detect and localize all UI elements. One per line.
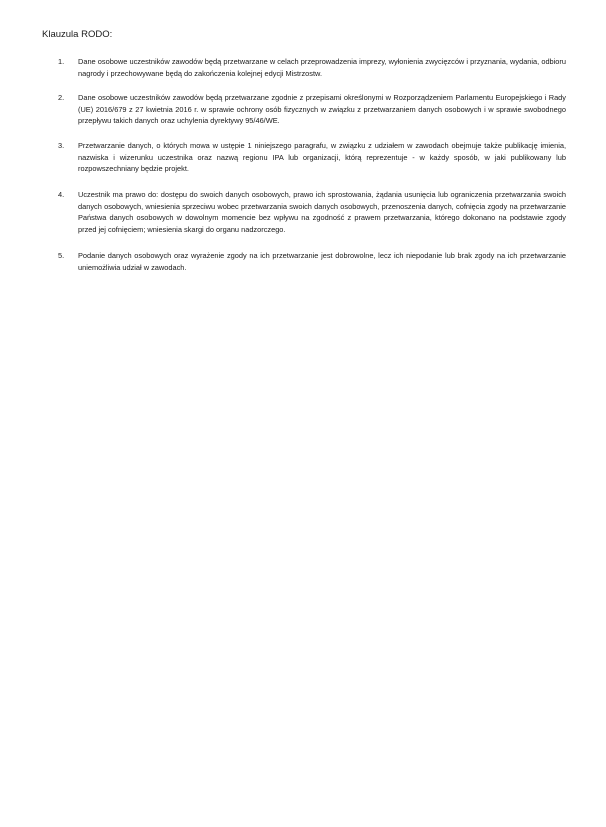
clause-text: Dane osobowe uczestników zawodów będą przetwarzane zgodnie z przepisami określonymi w Rozporządzeniem Parlamentu Europejskiego i Rady (UE) 2016/679 z 27 kwietnia 2016 r. w sprawie ochrony osób fizycznych w związku z przetwarzaniem danych osobowych i w sprawie swobodnego przepływu takich danych oraz uchylenia dyrektywy 95/46/WE. — [78, 93, 566, 126]
clause-number: 5. — [58, 251, 65, 260]
clause-number: 3. — [58, 141, 65, 150]
clause-number: 1. — [58, 57, 65, 66]
clause-text: Dane osobowe uczestników zawodów będą przetwarzane w celach przeprowadzenia imprezy, wyłonienia zwycięzców i przyznania, wydania, odbioru nagrody i przechowywane będą do zakończenia kolejnej edycji Mistrzostw. — [78, 57, 566, 78]
clause-text: Uczestnik ma prawo do: dostępu do swoich danych osobowych, prawo ich sprostowania, żądania usunięcia lub ograniczenia przetwarzania swoich danych osobowych, wniesienia sprzeciwu wobec przetwarzania swoich danych osobowych, przenoszenia danych, cofnięcia zgody na przetwarzanie Państwa danych osobowych w dowolnym momencie bez wpływu na zgodność z prawem przetwarzania, którego dokonano na podstawie zgody przed jej cofnięciem; wniesienia skargi do organu nadzorczego. — [78, 190, 566, 234]
clause-number: 4. — [58, 190, 65, 199]
clause-text: Podanie danych osobowych oraz wyrażenie zgody na ich przetwarzanie jest dobrowolne, lecz ich niepodanie lub brak zgody na ich przetwarzanie uniemożliwia udział w zawodach. — [78, 251, 566, 272]
clause-number: 2. — [58, 93, 65, 102]
document-title: Klauzula RODO: — [42, 29, 113, 40]
clause-text: Przetwarzanie danych, o których mowa w ustępie 1 niniejszego paragrafu, w związku z udziałem w zawodach obejmuje także publikację imienia, nazwiska i wizerunku uczestnika oraz nazwą regionu IPA lub organizacji, którą reprezentuje - w każdy sposób, w jaki publikowany lub rozpowszechniany będzie projekt. — [78, 141, 566, 174]
